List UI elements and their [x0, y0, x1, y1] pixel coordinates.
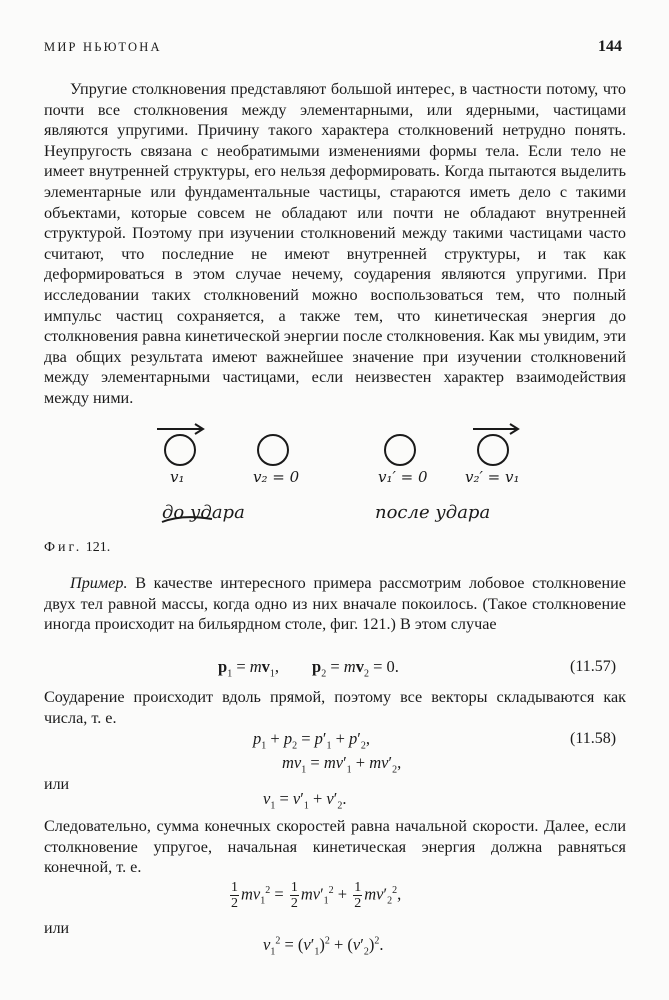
- paragraph-example: [44, 573, 626, 635]
- figure-caption-prefix: Фиг.: [44, 540, 83, 555]
- equation-kinetic-energy: $\frac{1}{2}$ $mv_1^2$ = $\frac{1}{2}$ $mv'_1^2$ + $\frac{1}{2}$ $mv'_2^2$,: [231, 880, 402, 911]
- equation-velocity-squares: $v_1^2 = (v'_1)^2 + (v'_2)^2$.: [263, 935, 384, 958]
- equation-velocity-sum: $v_1 = v'_1 + v'_2$.: [263, 789, 347, 812]
- figure-label-v2: v₂ = 0: [253, 468, 300, 486]
- ball-2-after: [478, 435, 508, 465]
- word-or-1: или: [44, 776, 70, 793]
- figure-label-v1-after: v₁′ = 0: [378, 468, 428, 486]
- page-number: 144: [598, 38, 622, 55]
- figure-label-v1: v₁: [170, 468, 185, 486]
- equation-11-57: $p_1 = mv_1$, $p_2 = mv_2 = 0$.: [218, 657, 399, 680]
- example-label: Пример.: [70, 574, 128, 592]
- equation-number-11-57: (11.57): [570, 658, 617, 675]
- word-or-2: или: [44, 920, 70, 937]
- figure-121-collision-diagram: [140, 412, 560, 537]
- running-head: МИР НЬЮТОНА: [44, 40, 162, 54]
- figure-caption-number: 121.: [85, 540, 111, 555]
- figure-caption: [44, 540, 110, 556]
- figure-before-text: до удара: [162, 502, 245, 523]
- equation-11-58a: $p_1 + p_2 = p'_1 + p'_2$,: [253, 729, 371, 752]
- ball-1-after: [385, 435, 415, 465]
- figure-after-text: после удара: [375, 502, 491, 523]
- ball-2-before: [258, 435, 288, 465]
- example-text: В качестве интересного примера рассмотрим лобовое столкновение двух тел равной массы, когда одно из них вначале покоилось. (Такое столкновение иногда происходит на бильярдном столе, фиг. 121.) В этом случае: [44, 574, 626, 634]
- equation-11-58b: $mv_1 = mv'_1 + mv'_2$,: [282, 753, 402, 776]
- paragraph-elastic-collisions: Упругие столкновения представляют большой интерес, в частности потому, что почти все столкновения между элементарными, или ядерными, частицами являются упругими. Причину такого характера столкновений нетрудно понять. Неупругость связана с необратимыми изменениями формы тела. Если тело не имеет внутренней структуры, его нельзя деформировать. Когда пытаются выделить элементарные или фундаментальные частицы, стараются иметь дело с такими объектами, которые совсем не обладают или почти не обладают внутренней структурой. Поэтому при изучении столкновений между такими частицами часто считают, что последние не имеют внутренней структуры, и так как деформироваться в этом случае нечему, соударения являются упругими. При исследовании таких столкновений можно воспользоваться тем, что полный импульс частиц сохраняется, а также тем, что кинетическая энергия до столкновения равна кинетической энергии после столкновения. Как мы увидим, эти два общих результата имеют важнейшее значение при изучении столкновений между элементарными частицами, если неизвестен характер взаимодействия между ними.: [44, 80, 626, 407]
- figure-label-v2-after: v₂′ = v₁: [465, 468, 520, 486]
- ball-1-before: [165, 435, 195, 465]
- equation-number-11-58: (11.58): [570, 730, 617, 747]
- paragraph-kinetic-energy: Следовательно, сумма конечных скоростей равна начальной скорости. Далее, если столкновение упругое, начальная кинетическая энергия должна равняться конечной, т. е.: [44, 817, 626, 877]
- paragraph-vectors-add: Соударение происходит вдоль прямой, поэтому все векторы складываются как числа, т. е.: [44, 688, 626, 727]
